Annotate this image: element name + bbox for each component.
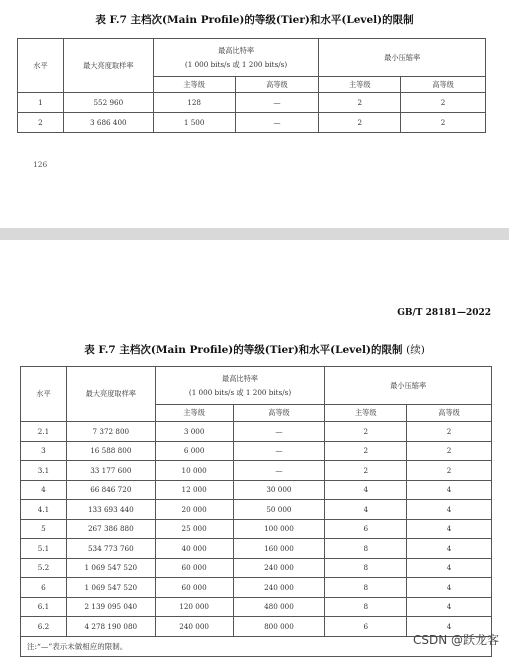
table-cell: 5.1 xyxy=(21,539,67,559)
table-cell: 4 xyxy=(407,617,492,637)
table-cell: 30 000 xyxy=(233,480,325,500)
header-bitrate-label: 最高比特率 xyxy=(222,373,258,383)
table-cell: 4 278 190 080 xyxy=(66,617,155,637)
header-bitrate xyxy=(153,39,319,77)
table-cell: 5.2 xyxy=(21,558,67,578)
header-main-tier: 主等级 xyxy=(325,405,407,422)
header-bitrate xyxy=(155,367,325,405)
table-cell: 6.2 xyxy=(21,617,67,637)
table-cell: 4 xyxy=(21,480,67,500)
table-row xyxy=(21,558,492,578)
table-cell: — xyxy=(233,422,325,442)
table-row xyxy=(18,113,486,133)
table-title-text: 表 F.7 主档次(Main Profile)的等级(Tier)和水平(Level)的限制 xyxy=(84,344,403,356)
table-cell: 3 xyxy=(21,441,67,461)
table-cell: 4 xyxy=(325,500,407,520)
table-cell: 6 xyxy=(325,519,407,539)
header-compression: 最小压缩率 xyxy=(325,367,492,405)
table-cell: 240 000 xyxy=(155,617,233,637)
table-cell: 1 069 547 520 xyxy=(66,578,155,598)
table-row xyxy=(21,519,492,539)
table-cell: 6 xyxy=(21,578,67,598)
table-cell: 4 xyxy=(407,558,492,578)
table-title-suffix: (续) xyxy=(406,344,425,356)
table-row xyxy=(21,500,492,520)
table-title: 表 F.7 主档次(Main Profile)的等级(Tier)和水平(Level)的限制 xyxy=(95,14,414,26)
table-cell: — xyxy=(235,93,319,113)
table-cell: 12 000 xyxy=(155,480,233,500)
header-level: 水平 xyxy=(21,367,67,422)
table-cell: 128 xyxy=(153,93,235,113)
limits-table-continued xyxy=(20,366,492,657)
table-cell: 2 xyxy=(325,441,407,461)
table-cell: 6.1 xyxy=(21,597,67,617)
table-cell: 4 xyxy=(407,539,492,559)
table-row xyxy=(21,461,492,481)
page-gap xyxy=(0,228,509,240)
table-cell: 10 000 xyxy=(155,461,233,481)
header-bitrate-unit: (1 000 bits/s 或 1 200 bits/s) xyxy=(184,59,288,69)
table-cell: 33 177 600 xyxy=(66,461,155,481)
table-row xyxy=(21,441,492,461)
watermark: CSDN @跃龙客 xyxy=(412,633,499,647)
table-cell: 3 000 xyxy=(155,422,233,442)
table-cell: 480 000 xyxy=(233,597,325,617)
table-cell: 4 xyxy=(407,578,492,598)
table-cell: 240 000 xyxy=(233,578,325,598)
table-cell: 120 000 xyxy=(155,597,233,617)
table-cell: 5 xyxy=(21,519,67,539)
header-bitrate-label: 最高比特率 xyxy=(218,45,255,55)
header-luma-rate: 最大亮度取样率 xyxy=(63,39,153,93)
table-cell: 100 000 xyxy=(233,519,325,539)
table-cell: 4 xyxy=(407,597,492,617)
table-row xyxy=(21,422,492,442)
table-cell: 60 000 xyxy=(155,578,233,598)
table-cell: 2 xyxy=(325,422,407,442)
table-cell: — xyxy=(233,441,325,461)
table-cell: 8 xyxy=(325,558,407,578)
table-cell: 8 xyxy=(325,539,407,559)
table-cell: 2 xyxy=(18,113,64,133)
header-luma-rate: 最大亮度取样率 xyxy=(66,367,155,422)
page-number: 126 xyxy=(33,160,48,169)
table-cell: 8 xyxy=(325,578,407,598)
table-cell: — xyxy=(233,461,325,481)
table-cell: 2 139 095 040 xyxy=(66,597,155,617)
table-cell: 8 xyxy=(325,597,407,617)
table-cell: 2 xyxy=(407,441,492,461)
table-cell: 16 588 800 xyxy=(66,441,155,461)
table-cell: 1 069 547 520 xyxy=(66,558,155,578)
header-main-tier: 主等级 xyxy=(319,77,401,93)
header-high-tier: 高等级 xyxy=(235,77,319,93)
standard-id: GB/T 28181—2022 xyxy=(397,308,491,318)
table-cell: 4 xyxy=(325,480,407,500)
table-cell: 267 386 880 xyxy=(66,519,155,539)
table-cell: 2.1 xyxy=(21,422,67,442)
table-cell: 2 xyxy=(319,113,401,133)
table-cell: 3 686 400 xyxy=(63,113,153,133)
table-row xyxy=(18,93,486,113)
table-cell: 4 xyxy=(407,519,492,539)
table-cell: 133 693 440 xyxy=(66,500,155,520)
table-row xyxy=(21,578,492,598)
table-cell: 534 773 760 xyxy=(66,539,155,559)
table-cell: 800 000 xyxy=(233,617,325,637)
table-cell: 25 000 xyxy=(155,519,233,539)
header-high-tier: 高等级 xyxy=(401,77,486,93)
table-cell: 60 000 xyxy=(155,558,233,578)
header-level: 水平 xyxy=(18,39,64,93)
header-high-tier: 高等级 xyxy=(407,405,492,422)
table-cell: 50 000 xyxy=(233,500,325,520)
table-cell: 40 000 xyxy=(155,539,233,559)
header-compression: 最小压缩率 xyxy=(319,39,486,77)
table-cell: 2 xyxy=(407,461,492,481)
table-cell: 552 960 xyxy=(63,93,153,113)
table-cell: 66 846 720 xyxy=(66,480,155,500)
table-cell: 4 xyxy=(407,500,492,520)
table-cell: 4 xyxy=(407,480,492,500)
header-main-tier: 主等级 xyxy=(153,77,235,93)
table-cell: 1 500 xyxy=(153,113,235,133)
table-cell: 4.1 xyxy=(21,500,67,520)
table-note: 注:“—”表示未做相应的限制。 xyxy=(21,636,492,656)
table-cell: 3.1 xyxy=(21,461,67,481)
table-cell: 20 000 xyxy=(155,500,233,520)
table-cell: 2 xyxy=(401,93,486,113)
table-cell: 2 xyxy=(325,461,407,481)
header-high-tier: 高等级 xyxy=(233,405,325,422)
table-cell: 2 xyxy=(407,422,492,442)
table-cell: 240 000 xyxy=(233,558,325,578)
table-row xyxy=(21,597,492,617)
page-1 xyxy=(0,0,509,228)
table-cell: 7 372 800 xyxy=(66,422,155,442)
table-title-continued xyxy=(0,342,509,357)
table-cell: 2 xyxy=(401,113,486,133)
table-row xyxy=(21,539,492,559)
table-cell: 160 000 xyxy=(233,539,325,559)
table-row xyxy=(21,480,492,500)
header-bitrate-unit: (1 000 bits/s 或 1 200 bits/s) xyxy=(188,387,292,397)
page-2 xyxy=(0,240,509,652)
limits-table xyxy=(17,38,486,133)
header-main-tier: 主等级 xyxy=(155,405,233,422)
table-cell: 1 xyxy=(18,93,64,113)
table-cell: 6 xyxy=(325,617,407,637)
table-cell: 6 000 xyxy=(155,441,233,461)
table-cell: — xyxy=(235,113,319,133)
table-cell: 2 xyxy=(319,93,401,113)
